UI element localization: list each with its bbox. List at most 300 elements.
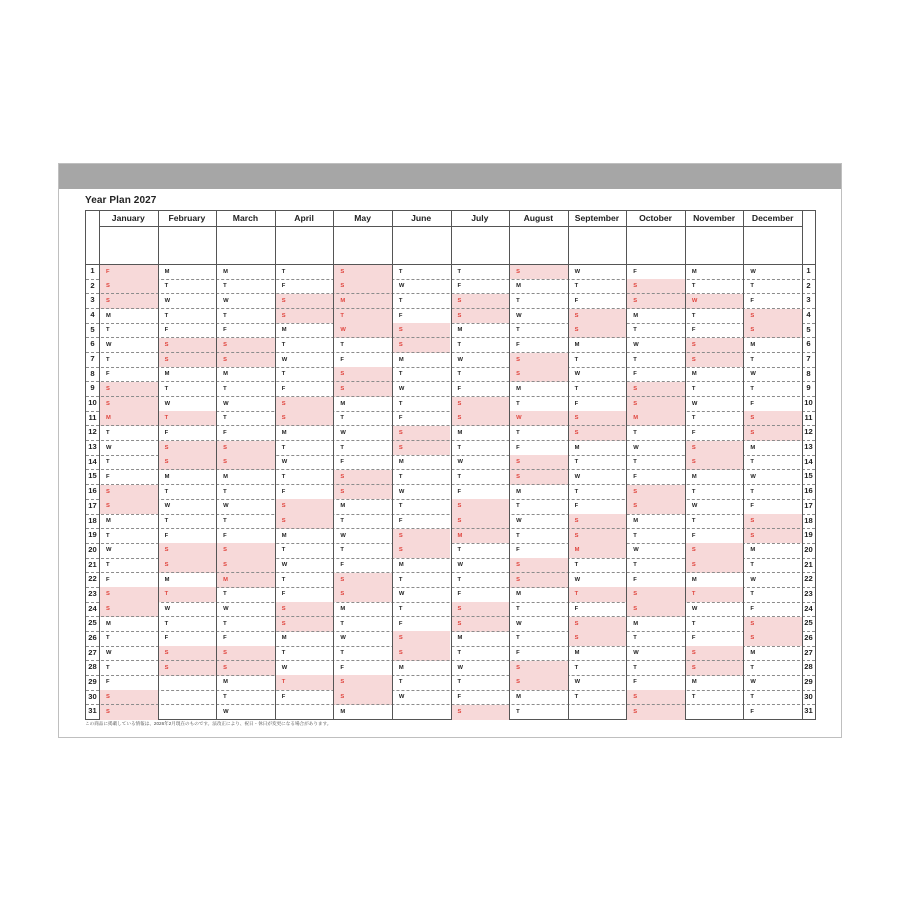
day-cell[interactable]: W	[398, 488, 405, 495]
day-cell[interactable]: T	[633, 664, 637, 671]
day-cell[interactable]: S	[510, 675, 568, 690]
day-cell[interactable]: M	[106, 312, 111, 319]
day-cell[interactable]: T	[691, 620, 696, 627]
day-cell[interactable]: F	[457, 591, 462, 598]
day-cell[interactable]: S	[686, 353, 744, 368]
day-cell[interactable]: S	[452, 602, 510, 617]
day-cell[interactable]: F	[633, 268, 637, 275]
day-cell[interactable]: S	[159, 646, 217, 661]
day-cell[interactable]: T	[691, 312, 696, 319]
day-cell[interactable]: F	[281, 488, 286, 495]
day-cell[interactable]: W	[691, 400, 698, 407]
day-cell[interactable]: S	[100, 279, 158, 294]
day-cell[interactable]: T	[276, 675, 334, 690]
day-cell[interactable]: T	[223, 312, 227, 319]
day-cell[interactable]: T	[164, 385, 169, 392]
day-cell[interactable]: W	[750, 473, 756, 480]
day-cell[interactable]: S	[159, 353, 217, 368]
day-cell[interactable]: M	[398, 356, 404, 363]
day-cell[interactable]: F	[223, 532, 227, 539]
day-cell[interactable]: W	[223, 606, 229, 613]
day-cell[interactable]: M	[164, 473, 170, 480]
day-cell[interactable]: F	[633, 576, 637, 583]
day-cell[interactable]: M	[223, 473, 228, 480]
day-cell[interactable]: W	[281, 664, 288, 671]
day-cell[interactable]: T	[281, 650, 286, 657]
day-cell[interactable]: M	[574, 444, 580, 451]
day-cell[interactable]: M	[569, 543, 627, 558]
day-cell[interactable]: F	[281, 385, 286, 392]
day-cell[interactable]: S	[569, 617, 627, 632]
day-cell[interactable]: T	[164, 620, 169, 627]
day-cell[interactable]: T	[574, 356, 579, 363]
day-cell[interactable]: W	[691, 606, 698, 613]
day-cell[interactable]: M	[164, 268, 170, 275]
day-cell[interactable]: S	[452, 309, 510, 324]
day-cell[interactable]: T	[686, 587, 744, 602]
day-cell[interactable]: T	[340, 444, 344, 451]
day-cell[interactable]: T	[164, 283, 169, 290]
day-cell[interactable]: S	[334, 279, 392, 294]
day-cell[interactable]: F	[574, 503, 579, 510]
day-cell[interactable]: F	[750, 606, 754, 613]
day-cell[interactable]: T	[516, 327, 520, 334]
day-cell[interactable]: M	[340, 708, 346, 715]
day-cell[interactable]: F	[516, 547, 520, 554]
day-cell[interactable]: S	[510, 470, 568, 485]
day-cell[interactable]: T	[574, 283, 579, 290]
day-cell[interactable]: S	[452, 294, 510, 309]
day-cell[interactable]: S	[627, 499, 685, 514]
day-cell[interactable]: S	[510, 353, 568, 368]
day-cell[interactable]: M	[750, 547, 756, 554]
day-cell[interactable]: S	[100, 499, 158, 514]
day-cell[interactable]: F	[691, 635, 696, 642]
day-cell[interactable]: T	[574, 488, 579, 495]
day-cell[interactable]: T	[633, 356, 637, 363]
day-cell[interactable]: M	[516, 283, 521, 290]
day-cell[interactable]: S	[334, 265, 392, 280]
day-cell[interactable]: W	[457, 356, 463, 363]
day-cell[interactable]: T	[516, 400, 520, 407]
day-cell[interactable]: S	[686, 558, 744, 573]
day-cell[interactable]: T	[106, 562, 110, 569]
day-cell[interactable]: F	[691, 532, 696, 539]
day-cell[interactable]: S	[334, 382, 392, 397]
day-cell[interactable]: M	[223, 371, 228, 378]
day-cell[interactable]: S	[100, 602, 158, 617]
day-cell[interactable]: S	[569, 529, 627, 544]
day-cell[interactable]: M	[457, 635, 463, 642]
day-cell[interactable]: S	[393, 426, 451, 441]
day-cell[interactable]: T	[223, 518, 227, 525]
day-cell[interactable]: S	[100, 382, 158, 397]
day-cell[interactable]: F	[223, 635, 227, 642]
day-cell[interactable]: T	[334, 309, 392, 324]
day-cell[interactable]: S	[334, 367, 392, 382]
day-cell[interactable]: S	[276, 514, 334, 529]
day-cell[interactable]: S	[334, 470, 392, 485]
day-cell[interactable]: W	[516, 518, 522, 525]
day-cell[interactable]: W	[750, 268, 756, 275]
day-cell[interactable]: F	[633, 473, 637, 480]
day-cell[interactable]: T	[106, 459, 110, 466]
day-cell[interactable]: M	[750, 650, 756, 657]
day-cell[interactable]: W	[164, 503, 171, 510]
day-cell[interactable]: W	[223, 708, 229, 715]
day-cell[interactable]: T	[223, 385, 227, 392]
day-cell[interactable]: W	[457, 664, 463, 671]
day-cell[interactable]: W	[633, 444, 639, 451]
day-cell[interactable]: M	[633, 312, 639, 319]
day-cell[interactable]: S	[159, 441, 217, 456]
day-cell[interactable]: T	[164, 312, 169, 319]
day-cell[interactable]: T	[633, 532, 637, 539]
day-cell[interactable]: S	[744, 529, 802, 544]
day-cell[interactable]: M	[398, 459, 404, 466]
day-cell[interactable]: T	[340, 341, 344, 348]
day-cell[interactable]: T	[750, 385, 754, 392]
day-cell[interactable]: T	[516, 635, 520, 642]
day-cell[interactable]: F	[340, 562, 344, 569]
day-cell[interactable]: S	[334, 587, 392, 602]
day-cell[interactable]: F	[398, 415, 403, 422]
day-cell[interactable]: S	[276, 309, 334, 324]
day-cell[interactable]: F	[340, 664, 344, 671]
day-cell[interactable]: S	[217, 338, 275, 353]
day-cell[interactable]: T	[340, 415, 344, 422]
day-cell[interactable]: T	[691, 488, 696, 495]
day-cell[interactable]: T	[159, 587, 217, 602]
day-cell[interactable]: S	[334, 485, 392, 500]
day-cell[interactable]: T	[691, 518, 696, 525]
day-cell[interactable]: S	[510, 265, 568, 280]
day-cell[interactable]: S	[627, 485, 685, 500]
day-cell[interactable]: M	[281, 635, 287, 642]
day-cell[interactable]: T	[574, 664, 579, 671]
day-cell[interactable]: T	[691, 415, 696, 422]
day-cell[interactable]: T	[457, 679, 462, 686]
day-cell[interactable]: T	[457, 650, 462, 657]
day-cell[interactable]: S	[217, 353, 275, 368]
day-cell[interactable]: T	[223, 415, 227, 422]
day-cell[interactable]: F	[223, 327, 227, 334]
day-cell[interactable]: S	[393, 631, 451, 646]
day-cell[interactable]: M	[334, 294, 392, 309]
day-cell[interactable]: S	[217, 455, 275, 470]
day-cell[interactable]: S	[452, 397, 510, 412]
day-cell[interactable]: T	[457, 547, 462, 554]
day-cell[interactable]: S	[276, 602, 334, 617]
day-cell[interactable]: F	[398, 312, 403, 319]
day-cell[interactable]: T	[398, 400, 403, 407]
day-cell[interactable]: W	[691, 503, 698, 510]
day-cell[interactable]: M	[633, 620, 639, 627]
day-cell[interactable]: T	[516, 606, 520, 613]
day-cell[interactable]: M	[398, 562, 404, 569]
day-cell[interactable]: S	[744, 631, 802, 646]
day-cell[interactable]: W	[223, 400, 229, 407]
day-cell[interactable]: T	[633, 429, 637, 436]
day-cell[interactable]: T	[574, 562, 579, 569]
day-cell[interactable]: S	[276, 617, 334, 632]
day-cell[interactable]: S	[627, 382, 685, 397]
day-cell[interactable]: F	[106, 371, 110, 378]
day-cell[interactable]: F	[100, 265, 158, 280]
day-cell[interactable]: F	[106, 473, 110, 480]
day-cell[interactable]: W	[516, 312, 522, 319]
day-cell[interactable]: F	[750, 297, 754, 304]
day-cell[interactable]: S	[744, 426, 802, 441]
day-cell[interactable]: W	[510, 411, 568, 426]
day-cell[interactable]: F	[106, 576, 110, 583]
day-cell[interactable]: W	[516, 620, 522, 627]
day-cell[interactable]: M	[750, 444, 756, 451]
day-cell[interactable]: M	[691, 679, 697, 686]
day-cell[interactable]: T	[516, 532, 520, 539]
day-cell[interactable]: T	[633, 459, 637, 466]
day-cell[interactable]: S	[452, 411, 510, 426]
day-cell[interactable]: T	[574, 459, 579, 466]
day-cell[interactable]: M	[516, 591, 521, 598]
day-cell[interactable]: T	[750, 459, 754, 466]
day-cell[interactable]: T	[750, 591, 754, 598]
day-cell[interactable]: W	[686, 294, 744, 309]
day-cell[interactable]: S	[100, 397, 158, 412]
day-cell[interactable]: M	[164, 576, 170, 583]
day-cell[interactable]: S	[393, 338, 451, 353]
day-cell[interactable]: S	[744, 617, 802, 632]
day-cell[interactable]: S	[393, 323, 451, 338]
day-cell[interactable]: S	[217, 558, 275, 573]
day-cell[interactable]: T	[569, 587, 627, 602]
day-cell[interactable]: S	[510, 661, 568, 676]
day-cell[interactable]: F	[750, 503, 754, 510]
day-cell[interactable]: T	[574, 694, 579, 701]
day-cell[interactable]: S	[510, 455, 568, 470]
day-cell[interactable]: T	[574, 385, 579, 392]
day-cell[interactable]: F	[340, 459, 344, 466]
day-cell[interactable]: W	[164, 297, 171, 304]
day-cell[interactable]: S	[276, 499, 334, 514]
day-cell[interactable]: T	[516, 429, 520, 436]
day-cell[interactable]: S	[744, 323, 802, 338]
day-cell[interactable]: T	[223, 620, 227, 627]
day-cell[interactable]: S	[276, 294, 334, 309]
day-cell[interactable]: M	[691, 576, 697, 583]
day-cell[interactable]: T	[340, 547, 344, 554]
day-cell[interactable]: W	[633, 547, 639, 554]
day-cell[interactable]: S	[686, 661, 744, 676]
day-cell[interactable]: W	[281, 356, 288, 363]
day-cell[interactable]: M	[223, 679, 228, 686]
day-cell[interactable]: W	[398, 385, 405, 392]
day-cell[interactable]: S	[627, 690, 685, 705]
day-cell[interactable]: M	[452, 529, 510, 544]
day-cell[interactable]: S	[100, 690, 158, 705]
day-cell[interactable]: T	[281, 341, 286, 348]
day-cell[interactable]: M	[516, 488, 521, 495]
day-cell[interactable]: T	[398, 503, 403, 510]
day-cell[interactable]: W	[574, 679, 581, 686]
day-cell[interactable]: W	[334, 323, 392, 338]
day-cell[interactable]: F	[691, 327, 696, 334]
day-cell[interactable]: S	[569, 514, 627, 529]
day-cell[interactable]: S	[100, 705, 158, 720]
day-cell[interactable]: T	[159, 411, 217, 426]
day-cell[interactable]: S	[334, 573, 392, 588]
day-cell[interactable]: S	[510, 367, 568, 382]
day-cell[interactable]: S	[686, 646, 744, 661]
day-cell[interactable]: W	[106, 547, 112, 554]
day-cell[interactable]: M	[281, 532, 287, 539]
day-cell[interactable]: F	[457, 488, 462, 495]
day-cell[interactable]: T	[164, 518, 169, 525]
day-cell[interactable]: S	[569, 631, 627, 646]
day-cell[interactable]: T	[281, 371, 286, 378]
day-cell[interactable]: F	[281, 694, 286, 701]
day-cell[interactable]: T	[633, 635, 637, 642]
day-cell[interactable]: T	[750, 356, 754, 363]
day-cell[interactable]: M	[281, 429, 287, 436]
day-cell[interactable]: W	[281, 562, 288, 569]
day-cell[interactable]: W	[164, 606, 171, 613]
day-cell[interactable]: M	[691, 268, 697, 275]
day-cell[interactable]: T	[691, 283, 696, 290]
day-cell[interactable]: T	[750, 694, 754, 701]
day-cell[interactable]: F	[516, 341, 520, 348]
day-cell[interactable]: T	[398, 371, 403, 378]
day-cell[interactable]: T	[106, 429, 110, 436]
day-cell[interactable]: S	[159, 455, 217, 470]
day-cell[interactable]: S	[276, 397, 334, 412]
day-cell[interactable]: W	[574, 371, 581, 378]
day-cell[interactable]: W	[281, 459, 288, 466]
day-cell[interactable]: S	[393, 646, 451, 661]
day-cell[interactable]: M	[457, 429, 463, 436]
day-cell[interactable]: W	[106, 650, 112, 657]
day-cell[interactable]: S	[744, 411, 802, 426]
day-cell[interactable]: S	[393, 441, 451, 456]
day-cell[interactable]: T	[340, 650, 344, 657]
day-cell[interactable]: S	[159, 543, 217, 558]
day-cell[interactable]: T	[750, 488, 754, 495]
day-cell[interactable]: T	[223, 694, 227, 701]
day-cell[interactable]: S	[686, 543, 744, 558]
day-cell[interactable]: M	[691, 473, 697, 480]
day-cell[interactable]: M	[633, 518, 639, 525]
day-cell[interactable]: T	[340, 620, 344, 627]
day-cell[interactable]: T	[457, 576, 462, 583]
day-cell[interactable]: W	[633, 341, 639, 348]
day-cell[interactable]: S	[744, 514, 802, 529]
day-cell[interactable]: T	[281, 268, 286, 275]
day-cell[interactable]: S	[217, 441, 275, 456]
day-cell[interactable]: S	[686, 338, 744, 353]
day-cell[interactable]: F	[340, 356, 344, 363]
day-cell[interactable]: S	[569, 323, 627, 338]
day-cell[interactable]: F	[750, 708, 754, 715]
day-cell[interactable]: S	[510, 558, 568, 573]
day-cell[interactable]: S	[100, 294, 158, 309]
day-cell[interactable]: S	[452, 499, 510, 514]
day-cell[interactable]: W	[223, 297, 229, 304]
day-cell[interactable]: T	[398, 297, 403, 304]
day-cell[interactable]: M	[750, 341, 756, 348]
day-cell[interactable]: F	[106, 679, 110, 686]
day-cell[interactable]: F	[457, 694, 462, 701]
day-cell[interactable]: S	[686, 441, 744, 456]
day-cell[interactable]: S	[686, 455, 744, 470]
day-cell[interactable]: T	[281, 576, 286, 583]
day-cell[interactable]: T	[398, 679, 403, 686]
day-cell[interactable]: M	[574, 650, 580, 657]
day-cell[interactable]: W	[633, 650, 639, 657]
day-cell[interactable]: S	[159, 338, 217, 353]
day-cell[interactable]: T	[106, 664, 110, 671]
day-cell[interactable]: T	[750, 562, 754, 569]
day-cell[interactable]: M	[516, 694, 521, 701]
day-cell[interactable]: F	[281, 283, 286, 290]
day-cell[interactable]: T	[691, 694, 696, 701]
day-cell[interactable]: M	[106, 620, 111, 627]
day-cell[interactable]: S	[217, 646, 275, 661]
day-cell[interactable]: M	[164, 371, 170, 378]
day-cell[interactable]: S	[510, 573, 568, 588]
day-cell[interactable]: F	[633, 371, 637, 378]
day-cell[interactable]: F	[164, 635, 169, 642]
day-cell[interactable]: T	[398, 268, 403, 275]
day-cell[interactable]: S	[627, 587, 685, 602]
day-cell[interactable]: S	[452, 705, 510, 720]
day-cell[interactable]: M	[691, 371, 697, 378]
day-cell[interactable]: S	[159, 661, 217, 676]
day-cell[interactable]: F	[398, 620, 403, 627]
day-cell[interactable]: T	[457, 268, 462, 275]
day-cell[interactable]: W	[398, 694, 405, 701]
day-cell[interactable]: T	[106, 356, 110, 363]
day-cell[interactable]: W	[750, 679, 756, 686]
day-cell[interactable]: M	[340, 606, 346, 613]
day-cell[interactable]: F	[164, 327, 169, 334]
day-cell[interactable]: M	[398, 664, 404, 671]
day-cell[interactable]: W	[340, 635, 346, 642]
day-cell[interactable]: F	[516, 444, 520, 451]
day-cell[interactable]: S	[159, 558, 217, 573]
day-cell[interactable]: T	[516, 297, 520, 304]
day-cell[interactable]: S	[393, 529, 451, 544]
day-cell[interactable]: W	[164, 400, 171, 407]
day-cell[interactable]: W	[750, 576, 756, 583]
day-cell[interactable]: T	[633, 327, 637, 334]
day-cell[interactable]: T	[281, 547, 286, 554]
day-cell[interactable]: F	[457, 385, 462, 392]
day-cell[interactable]: M	[281, 327, 287, 334]
day-cell[interactable]: T	[106, 532, 110, 539]
day-cell[interactable]: S	[744, 309, 802, 324]
day-cell[interactable]: S	[627, 397, 685, 412]
day-cell[interactable]: T	[633, 562, 637, 569]
day-cell[interactable]: T	[516, 503, 520, 510]
day-cell[interactable]: W	[574, 473, 581, 480]
day-cell[interactable]: S	[627, 294, 685, 309]
day-cell[interactable]: F	[398, 518, 403, 525]
day-cell[interactable]: M	[106, 518, 111, 525]
day-cell[interactable]: W	[340, 429, 346, 436]
day-cell[interactable]: T	[164, 488, 169, 495]
day-cell[interactable]: T	[750, 283, 754, 290]
day-cell[interactable]: S	[627, 602, 685, 617]
